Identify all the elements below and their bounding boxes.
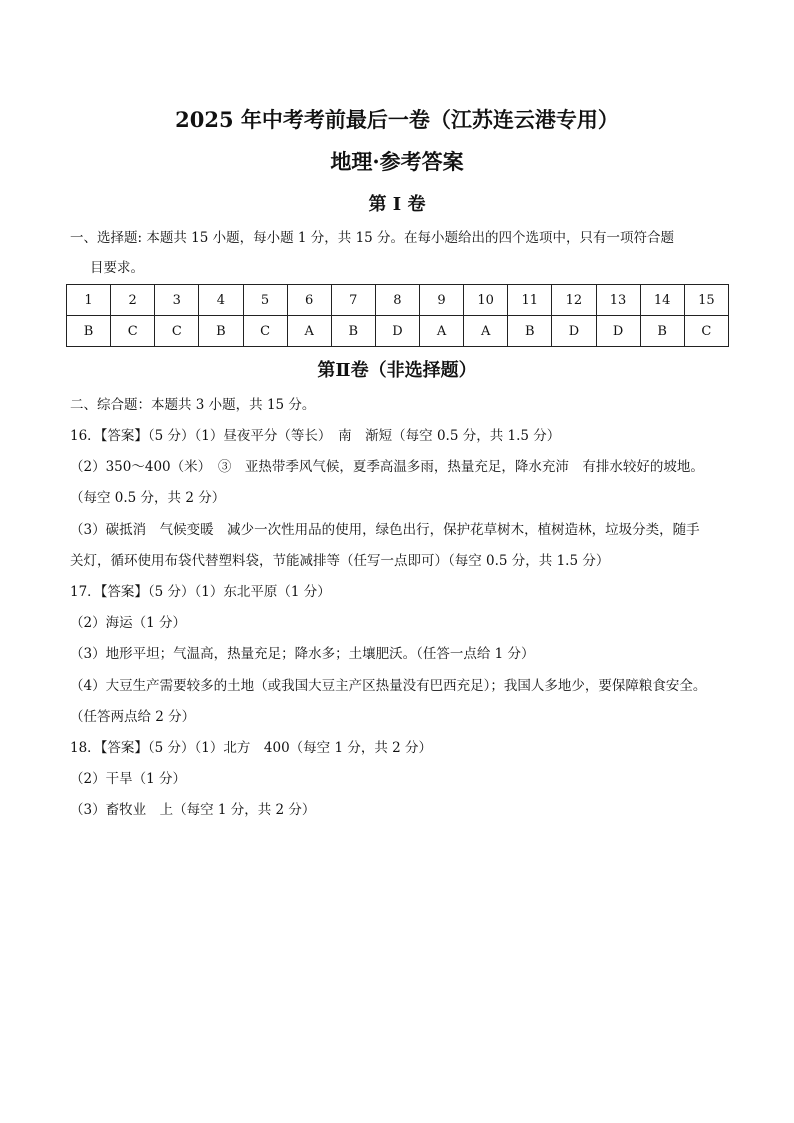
- answer-cell: A: [287, 316, 331, 347]
- answer-cell: B: [640, 316, 684, 347]
- answer-cell: C: [243, 316, 287, 347]
- answer-cell: A: [420, 316, 464, 347]
- question-number: 15: [684, 285, 728, 316]
- answer-line-18-1: 18．【答案】（5 分）（1）北方 400（每空 1 分，共 2 分）: [70, 740, 433, 756]
- answer-cell: C: [111, 316, 155, 347]
- question-number: 6: [287, 285, 331, 316]
- question-number: 9: [420, 285, 464, 316]
- answer-line-16-2-score: （每空 0.5 分，共 2 分）: [70, 490, 226, 506]
- answer-cell: A: [464, 316, 508, 347]
- answer-line-16-3-cont: 关灯，循环使用布袋代替塑料袋，节能减排等（任写一点即可）（每空 0.5 分，共 1.5 分）: [70, 553, 610, 569]
- answer-cell: C: [155, 316, 199, 347]
- question-number: 4: [199, 285, 243, 316]
- answer-line-17-3: （3）地形平坦；气温高，热量充足；降水多；土壤肥沃。（任答一点给 1 分）: [70, 646, 535, 662]
- question-number: 8: [375, 285, 419, 316]
- answer-line-18-2: （2）干旱（1 分）: [70, 771, 186, 787]
- question-number: 13: [596, 285, 640, 316]
- answer-line-17-4: （4）大豆生产需要较多的土地（或我国大豆主产区热量没有巴西充足）；我国人多地少，要保障粮食安全。: [70, 678, 707, 694]
- part2-heading: 第Ⅱ卷（非选择题）: [317, 360, 477, 381]
- answer-line-16-1: 16．【答案】（5 分）（1）昼夜平分（等长） 南 渐短（每空 0.5 分，共 1.5 分）: [70, 428, 561, 444]
- answer-line-18-3: （3）畜牧业 上（每空 1 分，共 2 分）: [70, 802, 316, 818]
- question-number: 1: [67, 285, 111, 316]
- question-number-row: [67, 285, 729, 316]
- answer-cell: D: [596, 316, 640, 347]
- question-number: 12: [552, 285, 596, 316]
- answer-line-17-2: （2）海运（1 分）: [70, 615, 186, 631]
- question-number: 7: [331, 285, 375, 316]
- answer-row: [67, 316, 729, 347]
- question-number: 11: [508, 285, 552, 316]
- question-number: 5: [243, 285, 287, 316]
- part1-heading: 第 I 卷: [368, 194, 426, 215]
- answer-cell: B: [331, 316, 375, 347]
- question-number: 10: [464, 285, 508, 316]
- page-subtitle: 地理·参考答案: [330, 149, 464, 174]
- question-number: 14: [640, 285, 684, 316]
- answer-cell: B: [67, 316, 111, 347]
- page-title: 2025 年中考考前最后一卷（江苏连云港专用）: [175, 107, 619, 132]
- answer-line-16-3: （3）碳抵消 气候变暖 减少一次性用品的使用，绿色出行，保护花草树木，植树造林，垃圾分类，随手: [70, 522, 700, 538]
- answer-cell: D: [552, 316, 596, 347]
- answer-line-17-4-score: （任答两点给 2 分）: [70, 709, 196, 725]
- section2-intro: 二、综合题：本题共 3 小题，共 15 分。: [70, 397, 316, 413]
- answer-cell: B: [199, 316, 243, 347]
- section1-intro-line1: 一、选择题: 本题共 15 小题，每小题 1 分，共 15 分。在每小题给出的四个选项中，只有一项符合题: [70, 230, 675, 246]
- answer-table: [66, 284, 729, 347]
- answer-line-16-2: （2）350～400（米） ③ 亚热带季风气候，夏季高温多雨，热量充足，降水充沛 有排水较好的坡地。: [70, 459, 704, 475]
- answer-cell: C: [684, 316, 728, 347]
- answer-cell: B: [508, 316, 552, 347]
- section1-intro-line2: 目要求。: [90, 260, 144, 276]
- answer-line-17-1: 17．【答案】（5 分）（1）东北平原（1 分）: [70, 584, 331, 600]
- question-number: 3: [155, 285, 199, 316]
- question-number: 2: [111, 285, 155, 316]
- answer-cell: D: [375, 316, 419, 347]
